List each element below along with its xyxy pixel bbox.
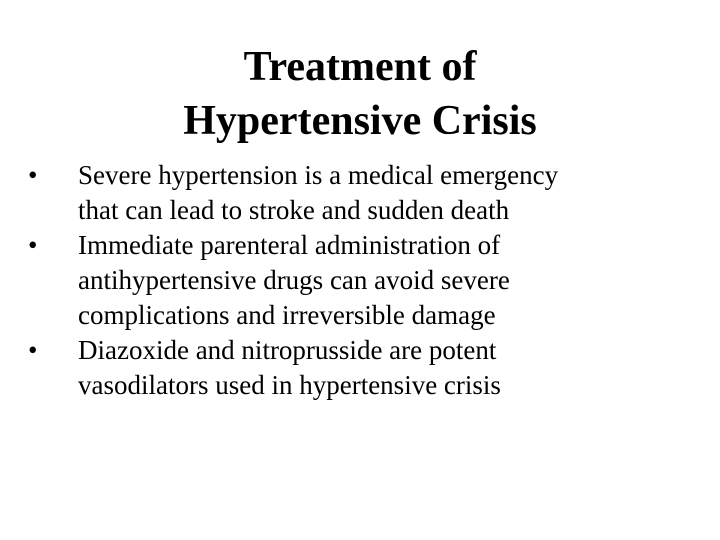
bullet-2-line-1: Immediate parenteral administration of: [78, 230, 501, 260]
bullet-3-line-2: vasodilators used in hypertensive crisis: [78, 370, 501, 400]
bullet-3-line-1: Diazoxide and nitroprusside are potent: [78, 335, 497, 365]
title-line-2: Hypertensive Crisis: [183, 98, 537, 144]
bullet-dot-icon: •: [28, 335, 38, 365]
bullet-dot-icon: •: [28, 160, 38, 190]
bullet-item-1: [0, 158, 720, 228]
bullet-2-line-2: antihypertensive drugs can avoid severe: [78, 265, 510, 295]
bullet-list: [0, 158, 720, 403]
bullet-item-2: [0, 228, 720, 333]
title-line-1: Treatment of: [243, 44, 477, 90]
slide-title: [60, 40, 660, 148]
bullet-dot-icon: •: [28, 230, 38, 260]
bullet-1-line-2: that can lead to stroke and sudden death: [78, 195, 510, 225]
bullet-1-line-1: Severe hypertension is a medical emergency: [78, 160, 559, 190]
bullet-2-line-3: complications and irreversible damage: [78, 300, 496, 330]
bullet-item-3: [0, 333, 720, 403]
